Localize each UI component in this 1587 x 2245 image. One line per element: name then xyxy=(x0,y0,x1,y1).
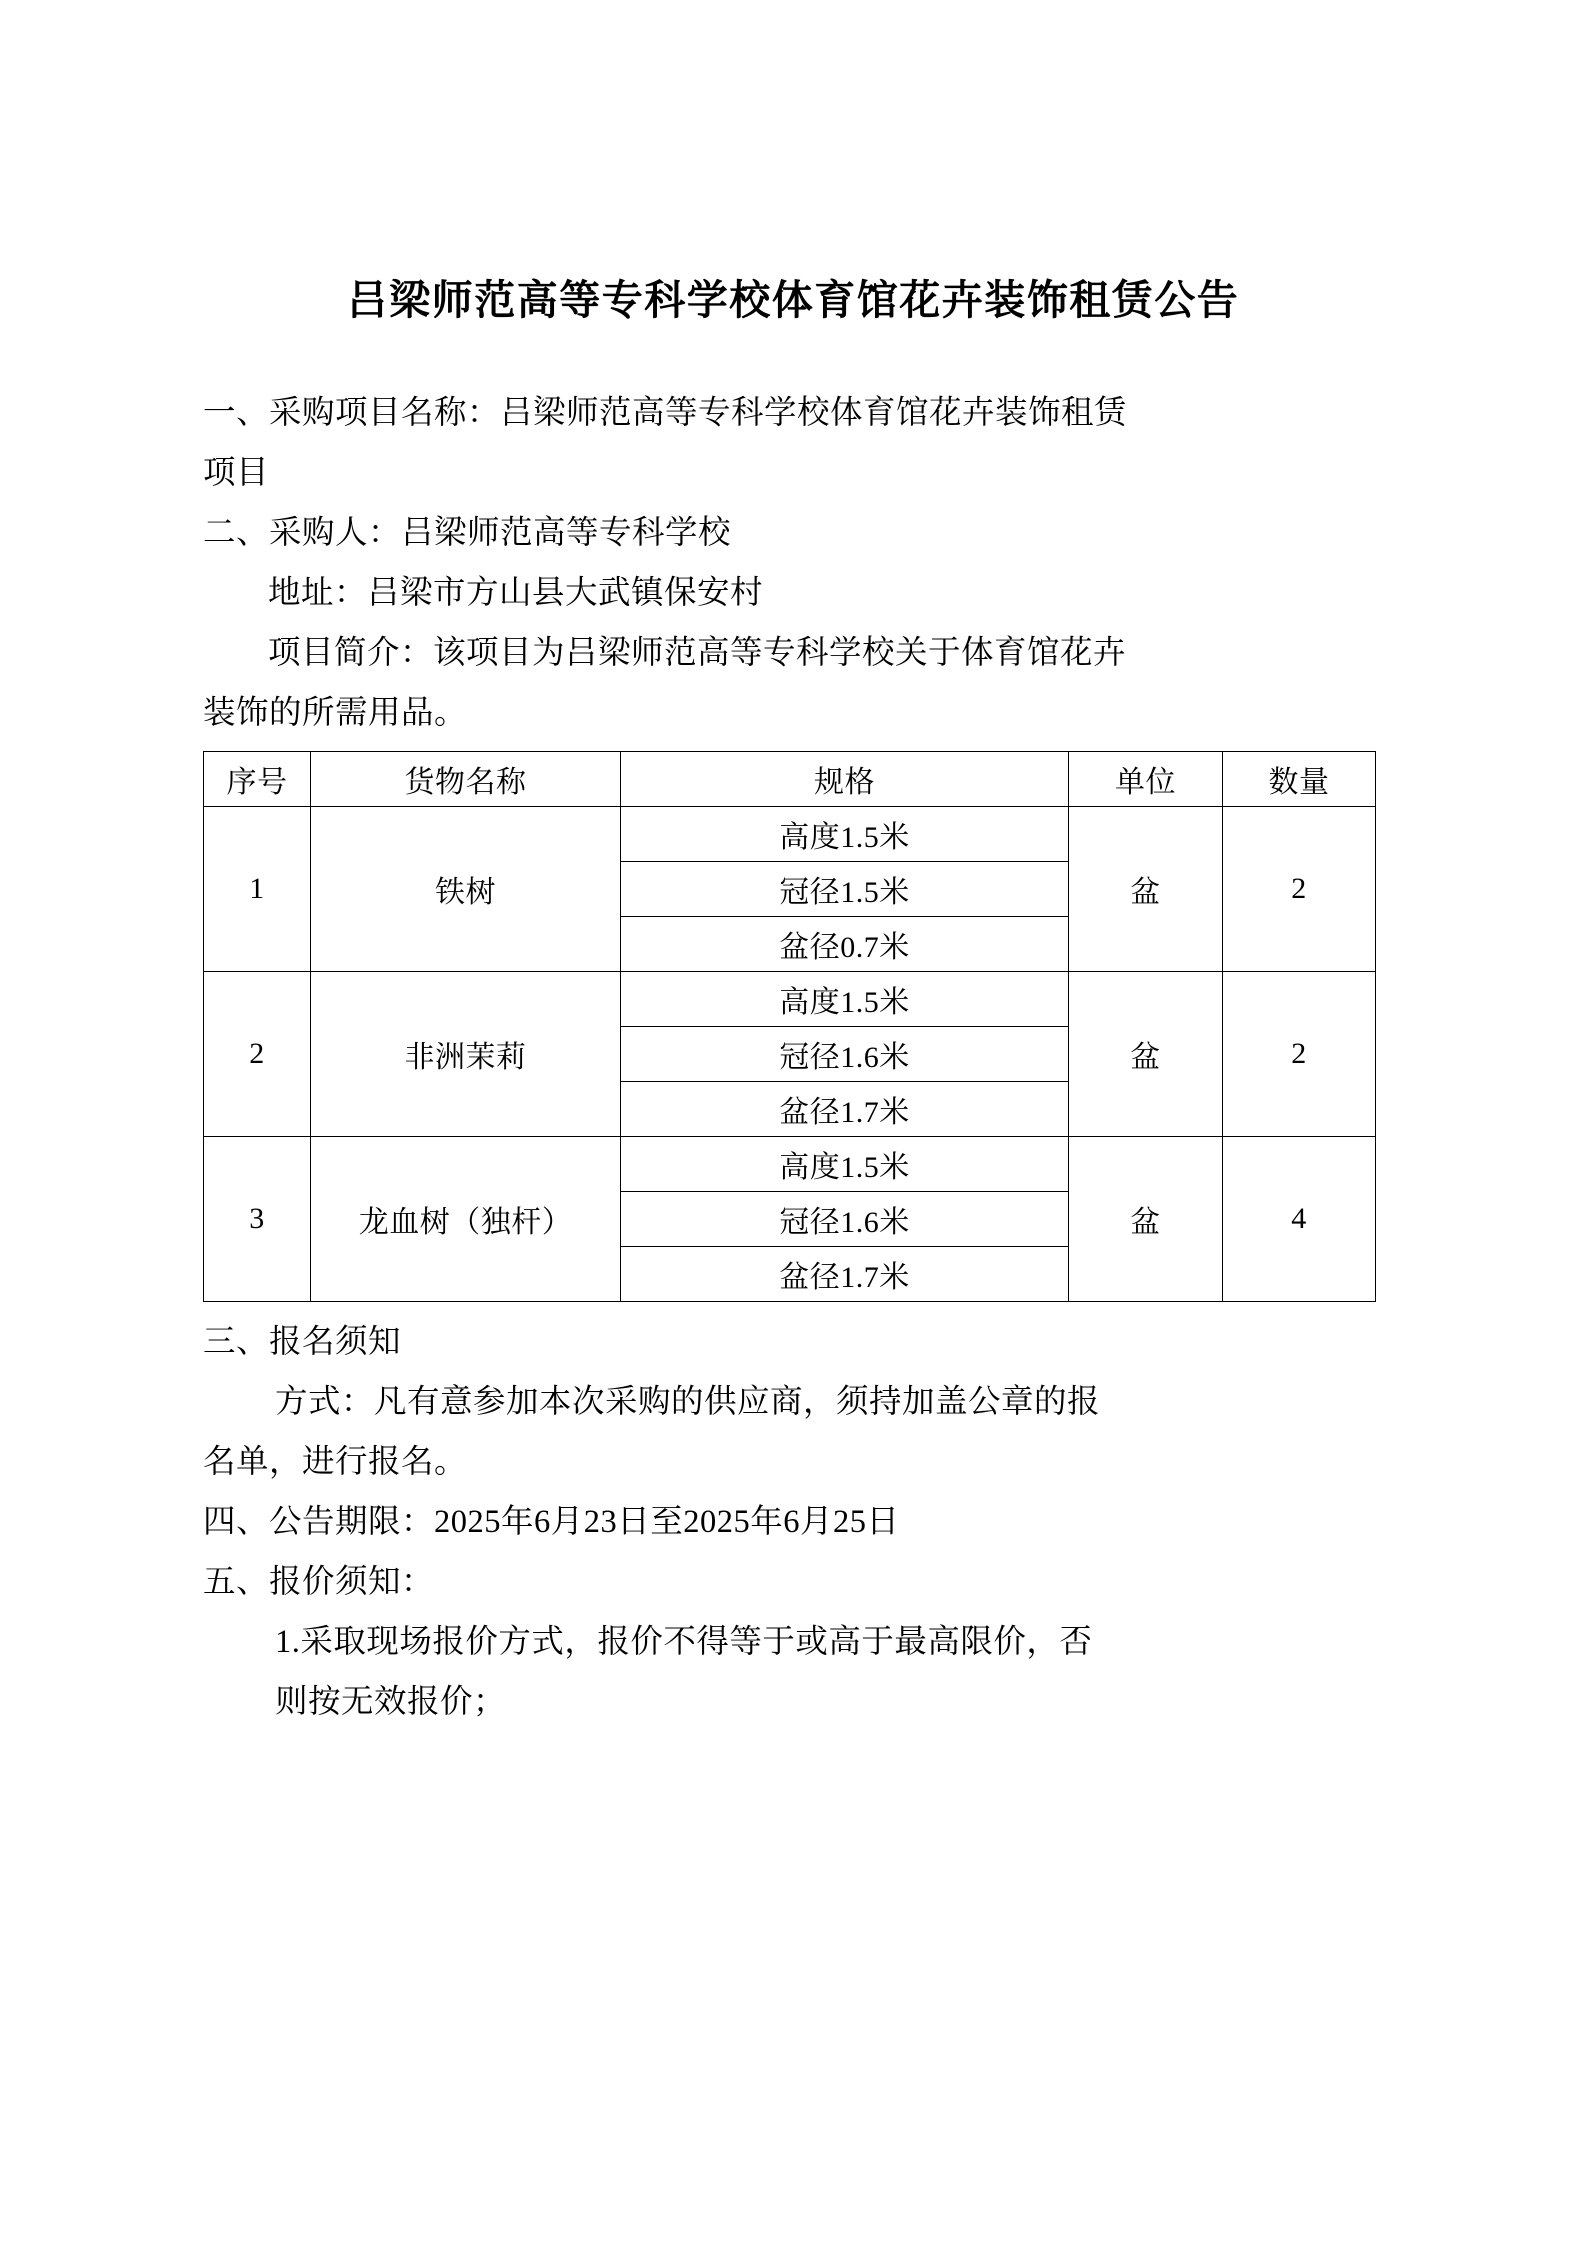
project-intro-line-1: 项目简介：该项目为吕梁师范高等专科学校关于体育馆花卉 xyxy=(268,635,1127,672)
section-3-line-2: 名单，进行报名。 xyxy=(203,1444,468,1481)
cell-spec: 盆径0.7米 xyxy=(621,917,1069,972)
table-row xyxy=(204,972,1376,1027)
table-header-row xyxy=(204,752,1376,807)
table-row xyxy=(204,807,1376,862)
column-header-qty: 数量 xyxy=(1223,752,1376,807)
section-2-project-intro xyxy=(203,623,1383,683)
project-intro-line-2: 装饰的所需用品。 xyxy=(203,695,468,732)
section-1-line-1: 一、采购项目名称：吕梁师范高等专科学校体育馆花卉装饰租赁 xyxy=(203,395,1128,432)
document-content xyxy=(203,0,1383,1732)
section-3-line-1: 方式：凡有意参加本次采购的供应商，须持加盖公章的报 xyxy=(275,1384,1101,1421)
cell-unit: 盆 xyxy=(1069,1137,1223,1302)
goods-table-wrapper xyxy=(203,751,1383,1302)
cell-no: 1 xyxy=(204,807,311,972)
section-5-item-1-cont xyxy=(203,1672,1383,1732)
section-3-method xyxy=(203,1372,1383,1432)
cell-spec: 盆径1.7米 xyxy=(621,1082,1069,1137)
section-5-item-1-line-1: 1.采取现场报价方式，报价不得等于或高于最高限价，否 xyxy=(275,1624,1093,1661)
cell-spec: 盆径1.7米 xyxy=(621,1247,1069,1302)
section-5-heading xyxy=(203,1552,1383,1612)
goods-table xyxy=(203,751,1376,1302)
page-title: 吕梁师范高等专科学校体育馆花卉装饰租赁公告 xyxy=(346,277,1240,323)
section-2-address xyxy=(203,563,1383,623)
section-1-project-name xyxy=(203,383,1383,503)
section-4-text: 四、公告期限：2025年6月23日至2025年6月25日 xyxy=(203,1504,900,1541)
cell-no: 3 xyxy=(204,1137,311,1302)
cell-goods-name: 非洲茉莉 xyxy=(311,972,621,1137)
cell-qty: 2 xyxy=(1223,972,1376,1137)
goods-table-head xyxy=(204,752,1376,807)
cell-spec: 高度1.5米 xyxy=(621,972,1069,1027)
cell-unit: 盆 xyxy=(1069,972,1223,1137)
section-5-item-1 xyxy=(203,1612,1383,1672)
section-3-heading-text: 三、报名须知 xyxy=(203,1324,402,1361)
section-4-announcement-period xyxy=(203,1492,1383,1552)
section-5-heading-text: 五、报价须知： xyxy=(203,1564,435,1601)
cell-spec: 高度1.5米 xyxy=(621,807,1069,862)
cell-goods-name: 龙血树（独杆） xyxy=(311,1137,621,1302)
column-header-name: 货物名称 xyxy=(311,752,621,807)
table-row xyxy=(204,1137,1376,1192)
cell-spec: 高度1.5米 xyxy=(621,1137,1069,1192)
section-5-item-1-line-2: 则按无效报价； xyxy=(275,1684,507,1721)
cell-unit: 盆 xyxy=(1069,807,1223,972)
title-spacer xyxy=(203,325,1383,383)
section-2-line-1: 二、采购人：吕梁师范高等专科学校 xyxy=(203,515,732,552)
section-3-method-cont xyxy=(203,1432,1383,1492)
column-header-no: 序号 xyxy=(204,752,311,807)
goods-table-body xyxy=(204,807,1376,1302)
cell-goods-name: 铁树 xyxy=(311,807,621,972)
cell-spec: 冠径1.6米 xyxy=(621,1192,1069,1247)
cell-qty: 2 xyxy=(1223,807,1376,972)
cell-spec: 冠径1.6米 xyxy=(621,1027,1069,1082)
section-2-project-intro-cont xyxy=(203,683,1383,743)
section-3-heading xyxy=(203,1312,1383,1372)
section-2-address-text: 地址：吕梁市方山县大武镇保安村 xyxy=(268,575,764,612)
cell-qty: 4 xyxy=(1223,1137,1376,1302)
cell-no: 2 xyxy=(204,972,311,1137)
column-header-spec: 规格 xyxy=(621,752,1069,807)
section-2-purchaser xyxy=(203,503,1383,563)
section-1-line-2: 项目 xyxy=(203,455,270,492)
column-header-unit: 单位 xyxy=(1069,752,1223,807)
cell-spec: 冠径1.5米 xyxy=(621,862,1069,917)
